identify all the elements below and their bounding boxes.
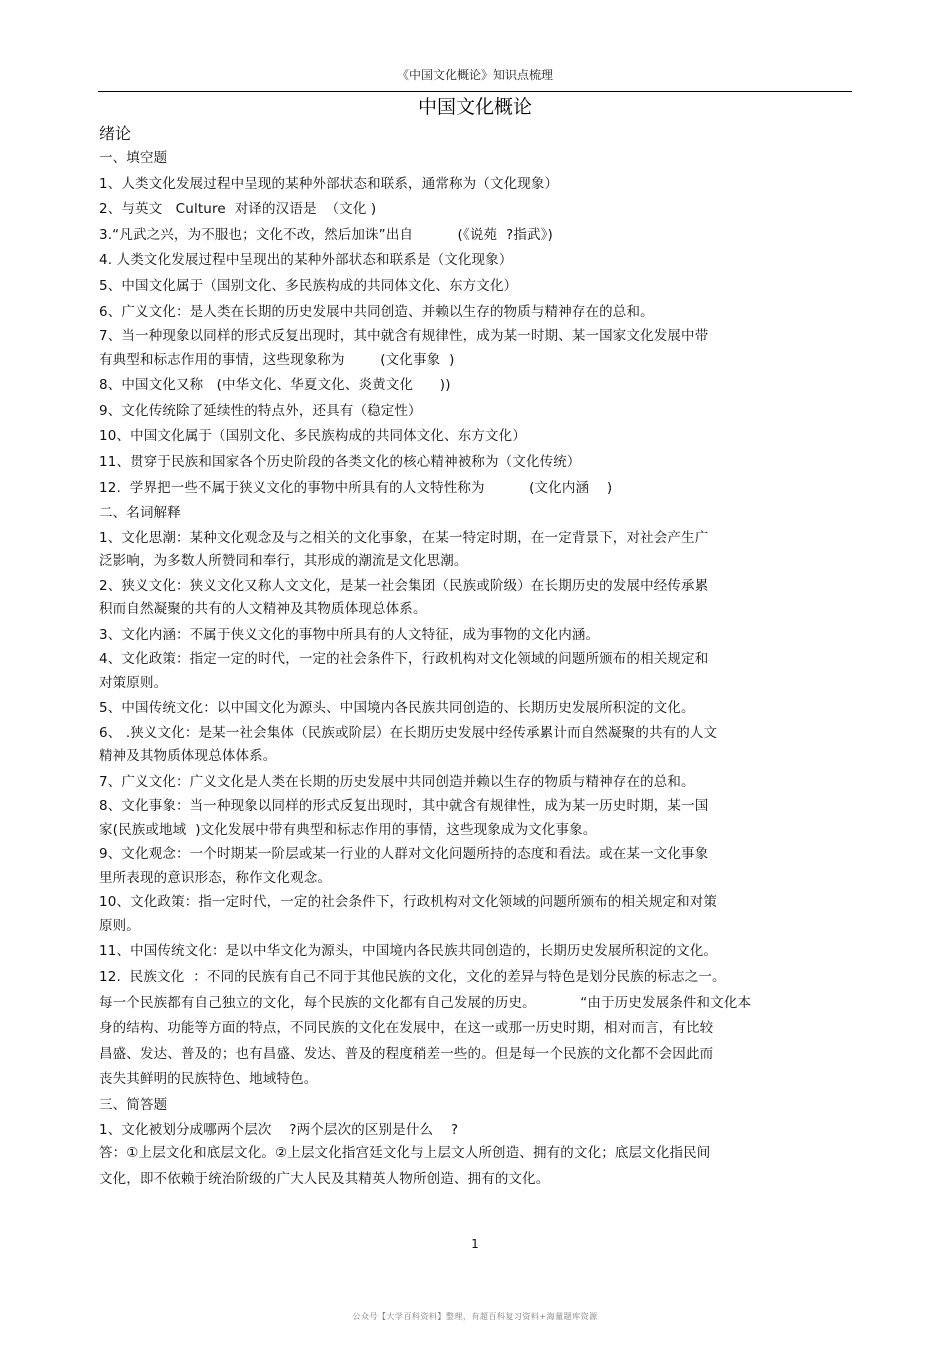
text-line: 1、人类文化发展过程中呈现的某种外部状态和联系，通常称为（文化现象） [99,175,559,192]
text-line: 8、中国文化又称 (中华文化、华夏文化、炎黄文化 )) [99,377,451,394]
text-line: 有典型和标志作用的事情，这些现象称为 (文化事象 ) [99,351,455,368]
text-line: 二、名词解释 [99,505,181,522]
text-line: 10、文化政策：指一定时代，一定的社会条件下，行政机构对文化领域的问题所颁布的相关规定和对策 [99,894,718,911]
text-line: 精神及其物质体现总体体系。 [99,748,277,765]
footer-note: 公众号【大学百科资料】整理，有超百科复习资料+海量题库资源 [352,1312,598,1321]
text-line: 11、贯穿于民族和国家各个历史阶段的各类文化的核心精神被称为（文化传统） [99,453,581,470]
text-line: 一、填空题 [99,150,168,166]
text-line: 3.“凡武之兴，为不服也；文化不改，然后加诛”出自 (《说苑 ?指武》) [99,226,553,243]
text-line: 1、文化被划分成哪两个层次 ?两个层次的区别是什么 ? [99,1121,459,1138]
text-line: 7、广义文化：广义文化是人类在长期的历史发展中共同创造并赖以生存的物质与精神存在的总和。 [99,773,695,790]
text-line: 4、文化政策：指定一定的时代，一定的社会条件下，行政机构对文化领域的问题所颁布的相关规定和 [99,651,709,668]
running-header: 《中国文化概论》知识点梳理 [396,68,553,82]
text-line: 5、中国文化属于（国别文化、多民族构成的共同体文化、东方文化） [99,277,518,294]
text-line: 原则。 [99,917,140,934]
text-line: 积而自然凝聚的共有的人文精神及其物质体现总体系。 [99,601,427,618]
text-line: 2、狭义文化：狭义文化又称人文文化，是某一社会集团（民族或阶级）在长期历史的发展中经传承累 [99,577,709,594]
text-line: 6、广义文化：是人类在长期的历史发展中共同创造、并赖以生存的物质与精神存在的总和。 [99,303,654,320]
text-line: 身的结构、功能等方面的特点，不同民族的文化在发展中，在这一或那一历史时期，相对而言，有比较 [99,1020,714,1037]
text-line: 昌盛、发达、普及的；也有昌盛、发达、普及的程度稍差一些的。但是每一个民族的文化都不会因此而 [99,1045,714,1062]
document-body [99,146,839,1192]
text-line: 每一个民族都有自己独立的文化，每个民族的文化都有自己发展的历史。 “由于历史发展条件和文化本 [99,994,752,1011]
text-line: 家(民族或地域 )文化发展中带有典型和标志作用的事情，这些现象成为文化事象。 [99,821,597,838]
text-line: 2、与英文 Culture 对译的汉语是 （文化 ) [99,201,377,218]
text-line: 9、文化观念：一个时期某一阶层或某一行业的人群对文化问题所持的态度和看法。或在某一文化事象 [99,846,709,863]
text-line: 9、文化传统除了延续性的特点外，还具有（稳定性） [99,402,422,419]
text-line: 丧失其鲜明的民族特色、地域特色。 [99,1071,318,1088]
text-line: 对策原则。 [99,674,168,691]
text-line: 11、中国传统文化：是以中华文化为源头，中国境内各民族共同创造的，长期历史发展所积淀的文化。 [99,943,718,960]
text-line: 里所表现的意识形态，称作文化观念。 [99,869,332,886]
text-line: 答：①上层文化和底层文化。②上层文化指宫廷文化与上层文人所创造、拥有的文化；底层文化指民间 [99,1144,711,1161]
page-number: 1 [471,1237,479,1251]
page-title: 中国文化概论 [417,96,532,118]
text-line: 8、文化事象：当一种现象以同样的形式反复出现时，其中就含有规律性，成为某一历史时期，某一国 [99,798,709,815]
text-line: 4. 人类文化发展过程中呈现出的某种外部状态和联系是（文化现象） [99,252,513,269]
text-line: 3、文化内涵：不属于侠义文化的事物中所具有的人文特征，成为事物的文化内涵。 [99,626,600,643]
text-line: 10、中国文化属于（国别文化、多民族构成的共同体文化、东方文化） [99,428,526,445]
text-line: 6、 .狭义文化：是某一社会集体（民族或阶层）在长期历史发展中经传承累计而自然凝聚的共有的人文 [99,724,718,741]
text-line: 1、文化思潮：某种文化观念及与之相关的文化事象，在某一特定时期，在一定背景下，对社会产生广 [99,529,709,546]
text-line: 三、简答题 [99,1096,168,1113]
chapter-heading: 绪论 [99,124,132,143]
text-line: 泛影响，为多数人所赞同和奉行，其形成的潮流是文化思潮。 [99,553,468,570]
text-line: 文化，即不依赖于统治阶级的广大人民及其精英人物所创造、拥有的文化。 [99,1170,550,1187]
text-line: 7、当一种现象以同样的形式反复出现时，其中就含有规律性，成为某一时期、某一国家文化发展中带 [99,328,709,345]
text-line: 5、中国传统文化：以中国文化为源头、中国境内各民族共同创造的、长期历史发展所积淀的文化。 [99,700,695,717]
text-line: 12. 民族文化 ：不同的民族有自己不同于其他民族的文化，文化的差异与特色是划分民族的标志之一。 [99,968,726,985]
text-line: 12. 学界把一些不属于狭义文化的事物中所具有的人文特性称为 (文化内涵 ) [99,479,613,496]
